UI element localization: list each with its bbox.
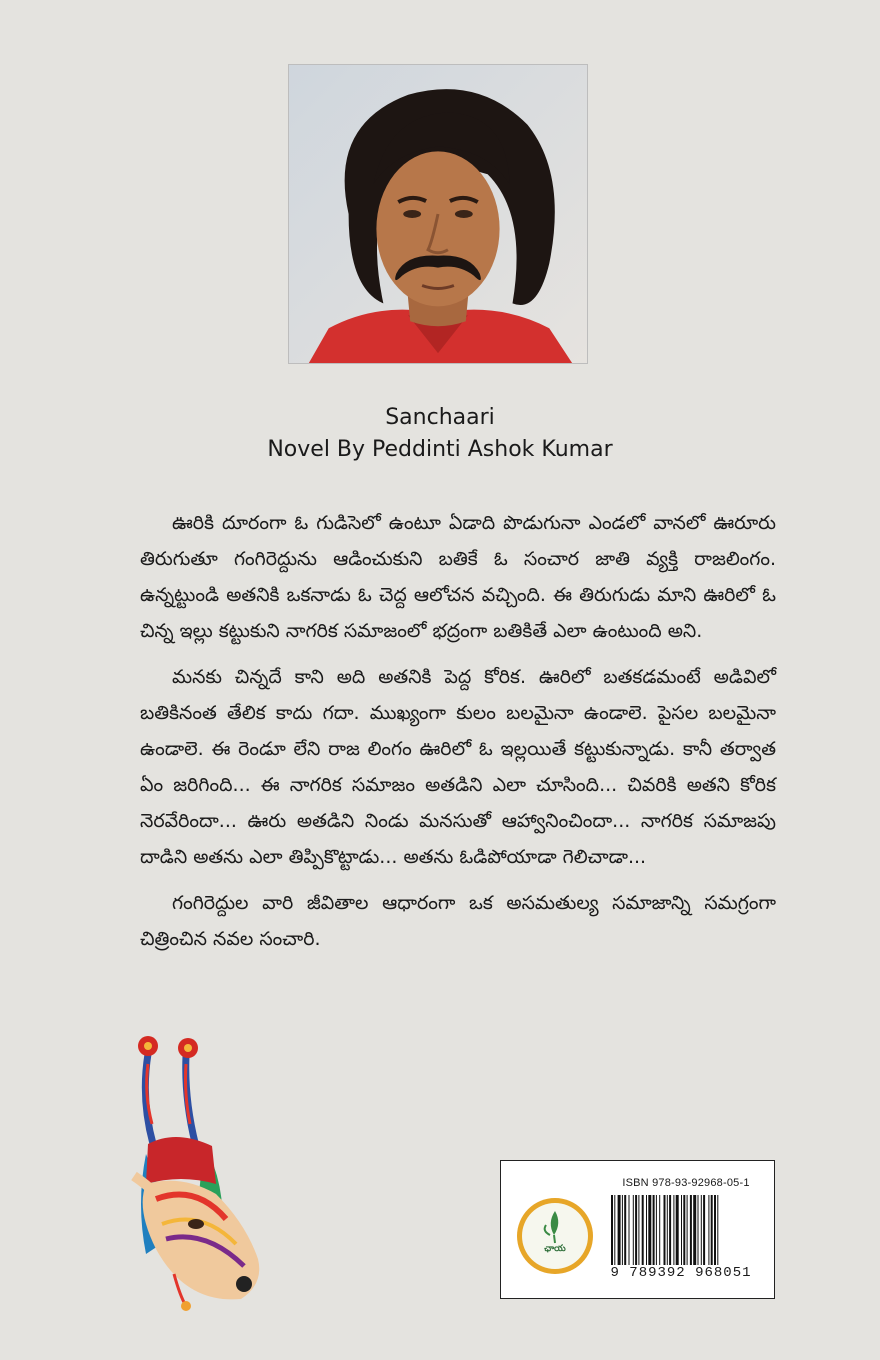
- author-portrait-image: [289, 65, 587, 363]
- book-title-block: [0, 402, 880, 466]
- barcode: [611, 1195, 757, 1265]
- blurb-paragraph-3: గంగిరెద్దుల వారి జీవితాల ఆధారంగా ఒక అసమతుల్య సమాజాన్ని సమగ్రంగా చిత్రించిన నవల సంచారి.: [140, 892, 776, 950]
- barcode-digits: 9 789392 968051: [610, 1265, 752, 1281]
- isbn-barcode-box: [500, 1160, 775, 1299]
- book-blurb: [140, 505, 776, 967]
- book-title: Sanchaari: [385, 405, 495, 430]
- blurb-paragraph-1: ఊరికి దూరంగా ఓ గుడిసెలో ఉంటూ ఏడాది పొడుగునా ఎండలో వానలో ఊరూరు తిరుగుతూ గంగిరెద్దును ఆడించుకుని బతికే ఓ సంచార జాతి వ్యక్తి రాజలింగం. ఉన్నట్టుండి అతనికి ఒకనాడు ఓ చెద్ద ఆలోచన వచ్చింది. ఈ తిరుగుడు మాని ఊరిలో ఓ చిన్న ఇల్లు కట్టుకుని నాగరిక సమాజంలో భద్రంగా బతికితే ఎలా ఉంటుంది అని.: [140, 512, 776, 642]
- author-photo: [288, 64, 588, 364]
- leaf-icon: [522, 1203, 588, 1269]
- decorated-bull-icon: [126, 1034, 266, 1312]
- blurb-paragraph-2: మనకు చిన్నదే కాని అది అతనికి పెద్ద కోరిక. ఊరిలో బతకడమంటే అడివిలో బతికినంత తేలిక కాదు గదా. ముఖ్యంగా కులం బలమైనా ఉండాలె. పైసల బలమైనా ఉండాలె. ఈ రెండూ లేని రాజ లింగం ఊరిలో ఓ ఇల్లయితే కట్టుకున్నాడు. కానీ తర్వాత ఏం జరిగింది... ఈ నాగరిక సమాజం అతడిని ఎలా చూసింది... చివరికి అతని కోరిక నెరవేరిందా... ఊరు అతడిని నిండు మనసుతో ఆహ్వానించిందా... నాగరిక సమాజపు దాడిని అతను ఎలా తిప్పికొట్టాడు... అతను ఓడిపోయాడా గెలిచాడా...: [140, 666, 776, 868]
- book-subtitle: Novel By Peddinti Ashok Kumar: [267, 437, 613, 462]
- publisher-logo: [517, 1198, 593, 1274]
- publisher-logo-text: ఛాయ: [544, 1244, 566, 1254]
- isbn-number: ISBN 978-93-92968-05-1: [622, 1177, 750, 1189]
